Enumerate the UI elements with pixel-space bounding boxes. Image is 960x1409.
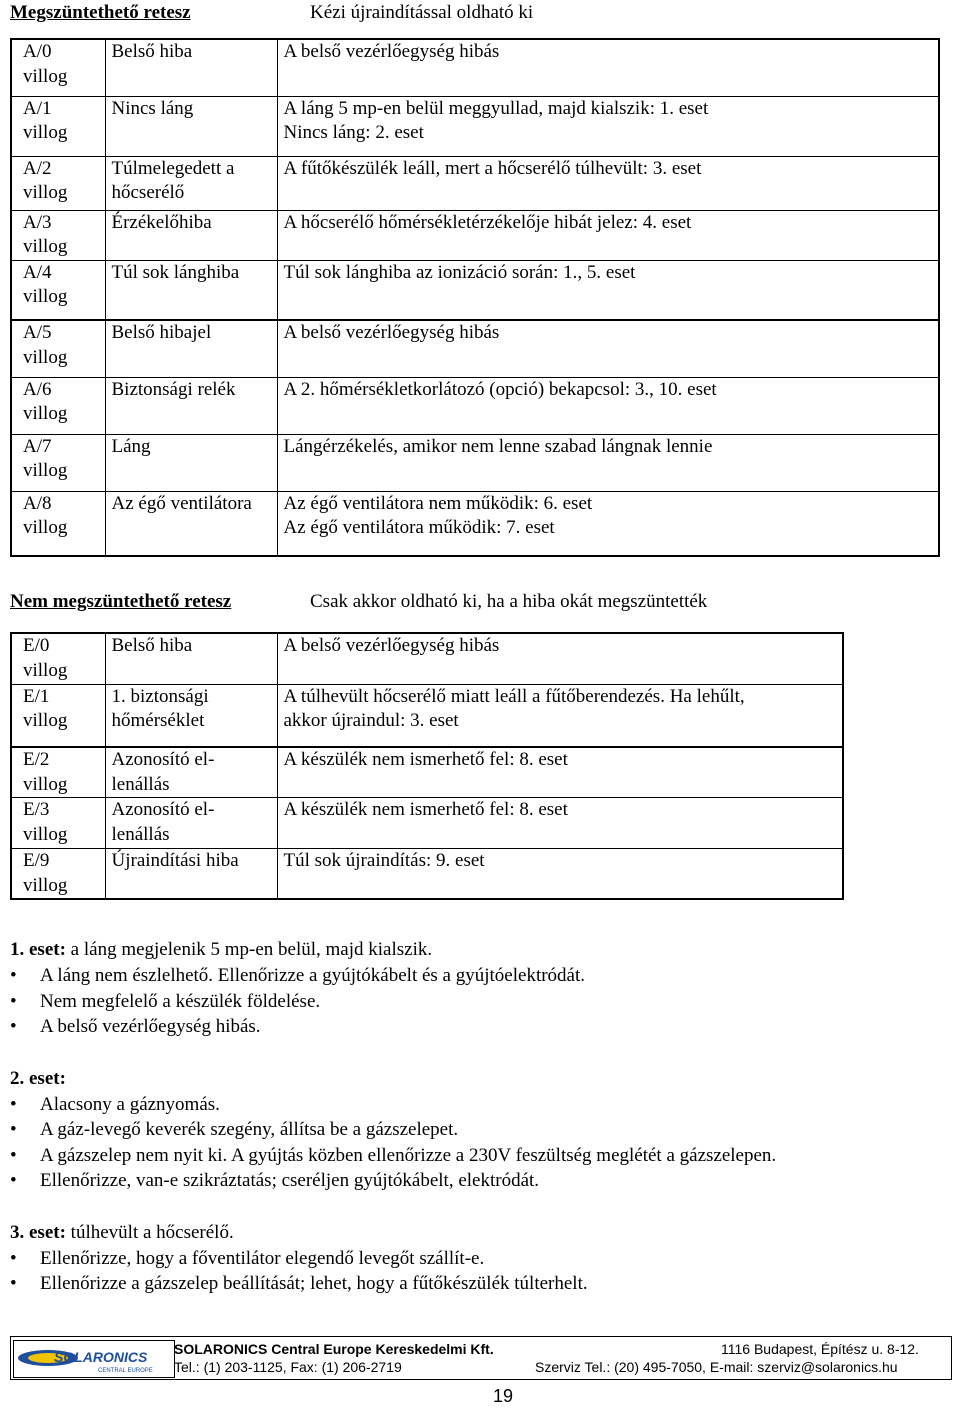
error-name: Belső hiba [111,635,193,656]
section1-title: Megszüntethető retesz [10,2,191,23]
error-code: A/1 villog [23,97,68,143]
error-code: A/7 villog [23,435,68,481]
section2-subtitle: Csak akkor oldható ki, ha a hiba okát megszüntették [310,591,708,612]
error-code: A/6 villog [23,378,68,424]
table-row [11,747,843,798]
case-note [10,1066,930,1194]
error-name: Belső hibajel [111,322,212,343]
list-item: • A belső vezérlőegység hibás. [10,1016,261,1037]
footer-phone: Tel.: (1) 203-1125, Fax: (1) 206-2719 [174,1359,402,1375]
list-item: • Ellenőrizze a gázszelep beállítását; lehet, hogy a fűtőkészülék túlterhelt. [10,1273,588,1294]
error-name: Túlmelegedett a hőcserélő [111,157,235,203]
list-item: • Ellenőrizze, hogy a főventilátor elegendő levegőt szállít-e. [10,1247,485,1269]
error-description: A hőcserélő hőmérsékletérzékelője hibát jelez: 4. eset [283,211,692,233]
error-description: Túl sok újraindítás: 9. eset [283,850,485,871]
logo-text: SOLARONICS [54,1349,148,1365]
bullet-icon: • [10,990,17,1012]
error-name: Az égő ventilátora [111,492,252,514]
error-code: A/4 villog [23,261,68,307]
case-note [10,1220,930,1297]
error-code: A/8 villog [23,492,68,538]
page-footer [10,1336,952,1380]
error-description: A készülék nem ismerhető fel: 8. eset [283,799,568,820]
bullet-icon: • [10,1170,17,1191]
error-name: Újraindítási hiba [111,850,239,871]
table-row [11,210,939,260]
table-row [11,156,939,210]
list-item: • Nem megfelelő a készülék földelése. [10,990,321,1012]
page-number: 19 [493,1386,514,1406]
error-code: E/9 villog [23,850,68,896]
table-row [11,491,939,556]
table-row [11,260,939,320]
list-item: • A gáz-levegő keverék szegény, állítsa be a gázszelepet. [10,1119,459,1140]
table-row [11,96,939,156]
table-row [11,320,939,377]
list-item: • A gázszelep nem nyit ki. A gyújtás közben ellenőrizze a 230V feszültség meglétét a gázszelepen. [10,1144,777,1166]
error-code: E/0 villog [23,635,68,681]
error-description: A 2. hőmérsékletkorlátozó (opció) bekapcsol: 3., 10. eset [283,378,717,400]
error-code: E/2 villog [23,749,68,795]
error-description: A készülék nem ismerhető fel: 8. eset [283,749,568,770]
case-note-heading: 3. eset: túlhevült a hőcserélő. [10,1221,234,1243]
error-description: Túl sok lánghiba az ionizáció során: 1., 5. eset [283,261,636,283]
table-row [11,633,843,684]
error-name: Túl sok lánghiba [111,261,240,283]
footer-address: 1116 Budapest, Építész u. 8-12. [721,1341,919,1357]
error-code: E/1 villog [23,685,68,731]
error-code: A/2 villog [23,157,68,203]
section1-subtitle: Kézi újraindítással oldható ki [310,2,534,23]
svg-text:CENTRAL EUROPE: CENTRAL EUROPE [98,1368,153,1374]
error-code: E/3 villog [23,799,68,845]
table-row [11,377,939,434]
error-description: A belső vezérlőegység hibás [283,41,500,62]
list-item: • A láng nem észlelhető. Ellenőrizze a gyújtókábelt és a gyújtóelektródát. [10,965,586,986]
lockout-table-resettable [10,38,940,557]
section2-title: Nem megszüntethető retesz [10,591,232,612]
table-row [11,684,843,747]
lockout-table-nonresettable [10,632,844,900]
bullet-icon: • [10,1016,17,1037]
error-description: A fűtőkészülék leáll, mert a hőcserélő túlhevült: 3. eset [283,157,702,179]
error-description: A túlhevült hőcserélő miatt leáll a fűtőberendezés. Ha lehűlt, akkor újraindul: 3. eset [283,685,745,731]
error-description: Lángérzékelés, amikor nem lenne szabad lángnak lennie [283,435,713,457]
bullet-icon: • [10,1093,17,1115]
solaronics-logo [13,1340,175,1378]
error-description: Az égő ventilátora nem működik: 6. eset Az égő ventilátora működik: 7. eset [283,492,593,538]
error-name: Belső hiba [111,41,193,62]
error-description: A belső vezérlőegység hibás [283,322,500,343]
case-notes [10,937,930,1323]
footer-company: SOLARONICS Central Europe Kereskedelmi Kft. [174,1341,494,1357]
case-note-heading: 1. eset: a láng megjelenik 5 mp-en belül, majd kialszik. [10,939,433,960]
error-name: Nincs láng [111,97,194,119]
error-name: Érzékelőhiba [111,211,212,233]
case-note-heading: 2. eset: [10,1067,66,1089]
footer-service: Szerviz Tel.: (20) 495-7050, E-mail: szerviz@solaronics.hu [535,1359,898,1375]
error-code: A/5 villog [23,322,68,368]
bullet-icon: • [10,1247,17,1269]
bullet-icon: • [10,1144,17,1166]
table-row [11,798,843,849]
error-description: A belső vezérlőegység hibás [283,635,500,656]
table-row [11,849,843,900]
error-description: A láng 5 mp-en belül meggyullad, majd kialszik: 1. eset Nincs láng: 2. eset [283,97,709,143]
error-name: Biztonsági relék [111,378,236,400]
table-row [11,39,939,96]
table-row [11,434,939,491]
list-item: • Alacsony a gáznyomás. [10,1093,220,1115]
error-name: 1. biztonsági hőmérséklet [111,685,209,731]
error-name: Azonosító el- lenállás [111,749,215,795]
bullet-icon: • [10,1273,17,1294]
error-name: Láng [111,435,151,457]
error-code: A/3 villog [23,211,68,257]
error-name: Azonosító el- lenállás [111,799,215,845]
error-code: A/0 villog [23,41,68,87]
case-note [10,937,930,1040]
list-item: • Ellenőrizze, van-e szikráztatás; cseréljen gyújtókábelt, elektródát. [10,1170,540,1191]
bullet-icon: • [10,1119,17,1140]
bullet-icon: • [10,965,17,986]
